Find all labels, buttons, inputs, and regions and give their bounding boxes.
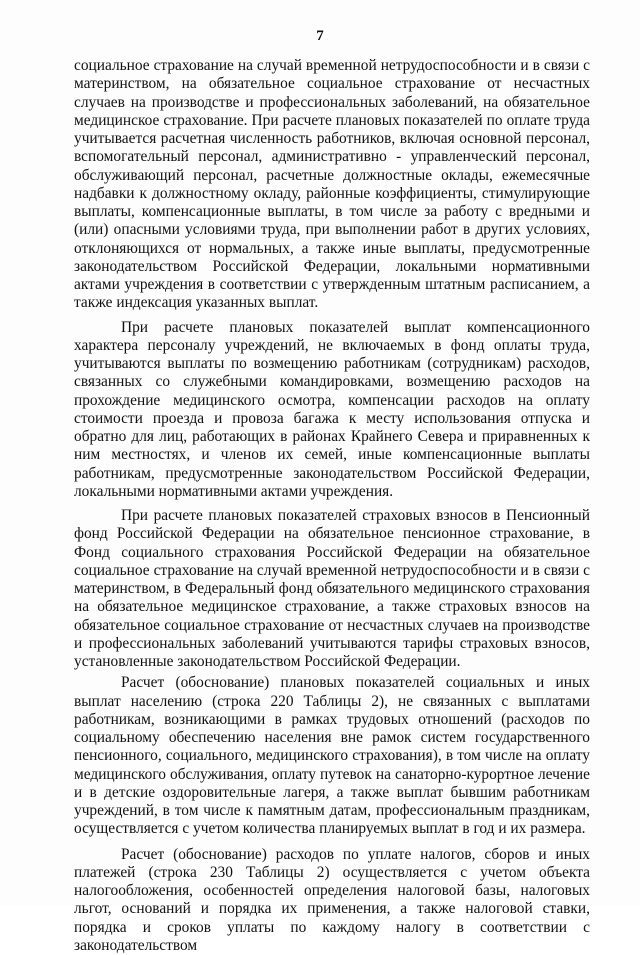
paragraph-compensation-payments: При расчете плановых показателей выплат компенсационного характера персоналу учреждений, не включаемых в фонд оплаты труда, учитываются выплаты по возмещению работникам (сотрудникам) расходов, связанных со служебными командировками, возмещению расходов на прохождение медицинского осмотра, компенсации расходов на оплату стоимости проезда и провоза багажа к месту использования отпуска и обратно для лиц, работающих в районах Крайнего Севера и приравненных к ним местностях, и членов их семей, иные компенсационные выплаты работникам, предусмотренные законодательством Российской Федерации, локальными нормативными актами учреждения. [74,319,590,502]
paragraph-payroll-calculation: социальное страхование на случай временной нетрудоспособности и в связи с материнством, на обязательное социальное страхование от несчастных случаев на производстве и профессиональных заболеваний, на обязательное медицинское страхование. При расчете плановых показателей по оплате труда учитывается расчетная численность работников, включая основной персонал, вспомогательный персонал, административно - управленческий персонал, обслуживающий персонал, расчетные должностные оклады, ежемесячные надбавки к должностному окладу, районные коэффициенты, стимулирующие выплаты, компенсационные выплаты, в том числе за работу с вредными и (или) опасными условиями труда, при выполнении работ в других условиях, отклоняющихся от нормальных, а также иные выплаты, предусмотренные законодательством Российской Федерации, локальными нормативными актами учреждения в соответствии с утвержденным штатным расписанием, а также индексация указанных выплат. [74,57,590,313]
document-body [74,57,590,955]
page-number: 7 [0,28,640,45]
paragraph-insurance-contributions: При расчете плановых показателей страховых взносов в Пенсионный фонд Российской Федерации на обязательное пенсионное страхование, в Фонд социального страхования Российской Федерации на обязательное социальное страхование на случай временной нетрудоспособности и в связи с материнством, в Федеральный фонд обязательного медицинского страхования на обязательное медицинское страхование, а также страховых взносов на обязательное социальное страхование от несчастных случаев на производстве и профессиональных заболеваний учитываются тарифы страховых взносов, установленные законодательством Российской Федерации. [74,507,590,671]
paragraph-taxes-fees: Расчет (обоснование) расходов по уплате налогов, сборов и иных платежей (строка 230 Таблицы 2) осуществляется с учетом объекта налогообложения, особенностей определения налоговой базы, налоговых льгот, оснований и порядка их применения, а также налоговой ставки, порядка и сроков уплаты по каждому налогу в соответствии с законодательством [74,846,590,955]
paragraph-social-payments: Расчет (обоснование) плановых показателей социальных и иных выплат населению (строка 220 Таблицы 2), не связанных с выплатами работникам, возникающими в рамках трудовых отношений (расходов по социальному обеспечению населения вне рамок систем государственного пенсионного, социального, медицинского страхования), в том числе на оплату медицинского обслуживания, оплату путевок на санаторно-курортное лечение и в детские оздоровительные лагеря, а также выплат бывшим работникам учреждений, в том числе к памятным датам, профессиональным праздникам, осуществляется с учетом количества планируемых выплат в год и их размера. [74,674,590,838]
